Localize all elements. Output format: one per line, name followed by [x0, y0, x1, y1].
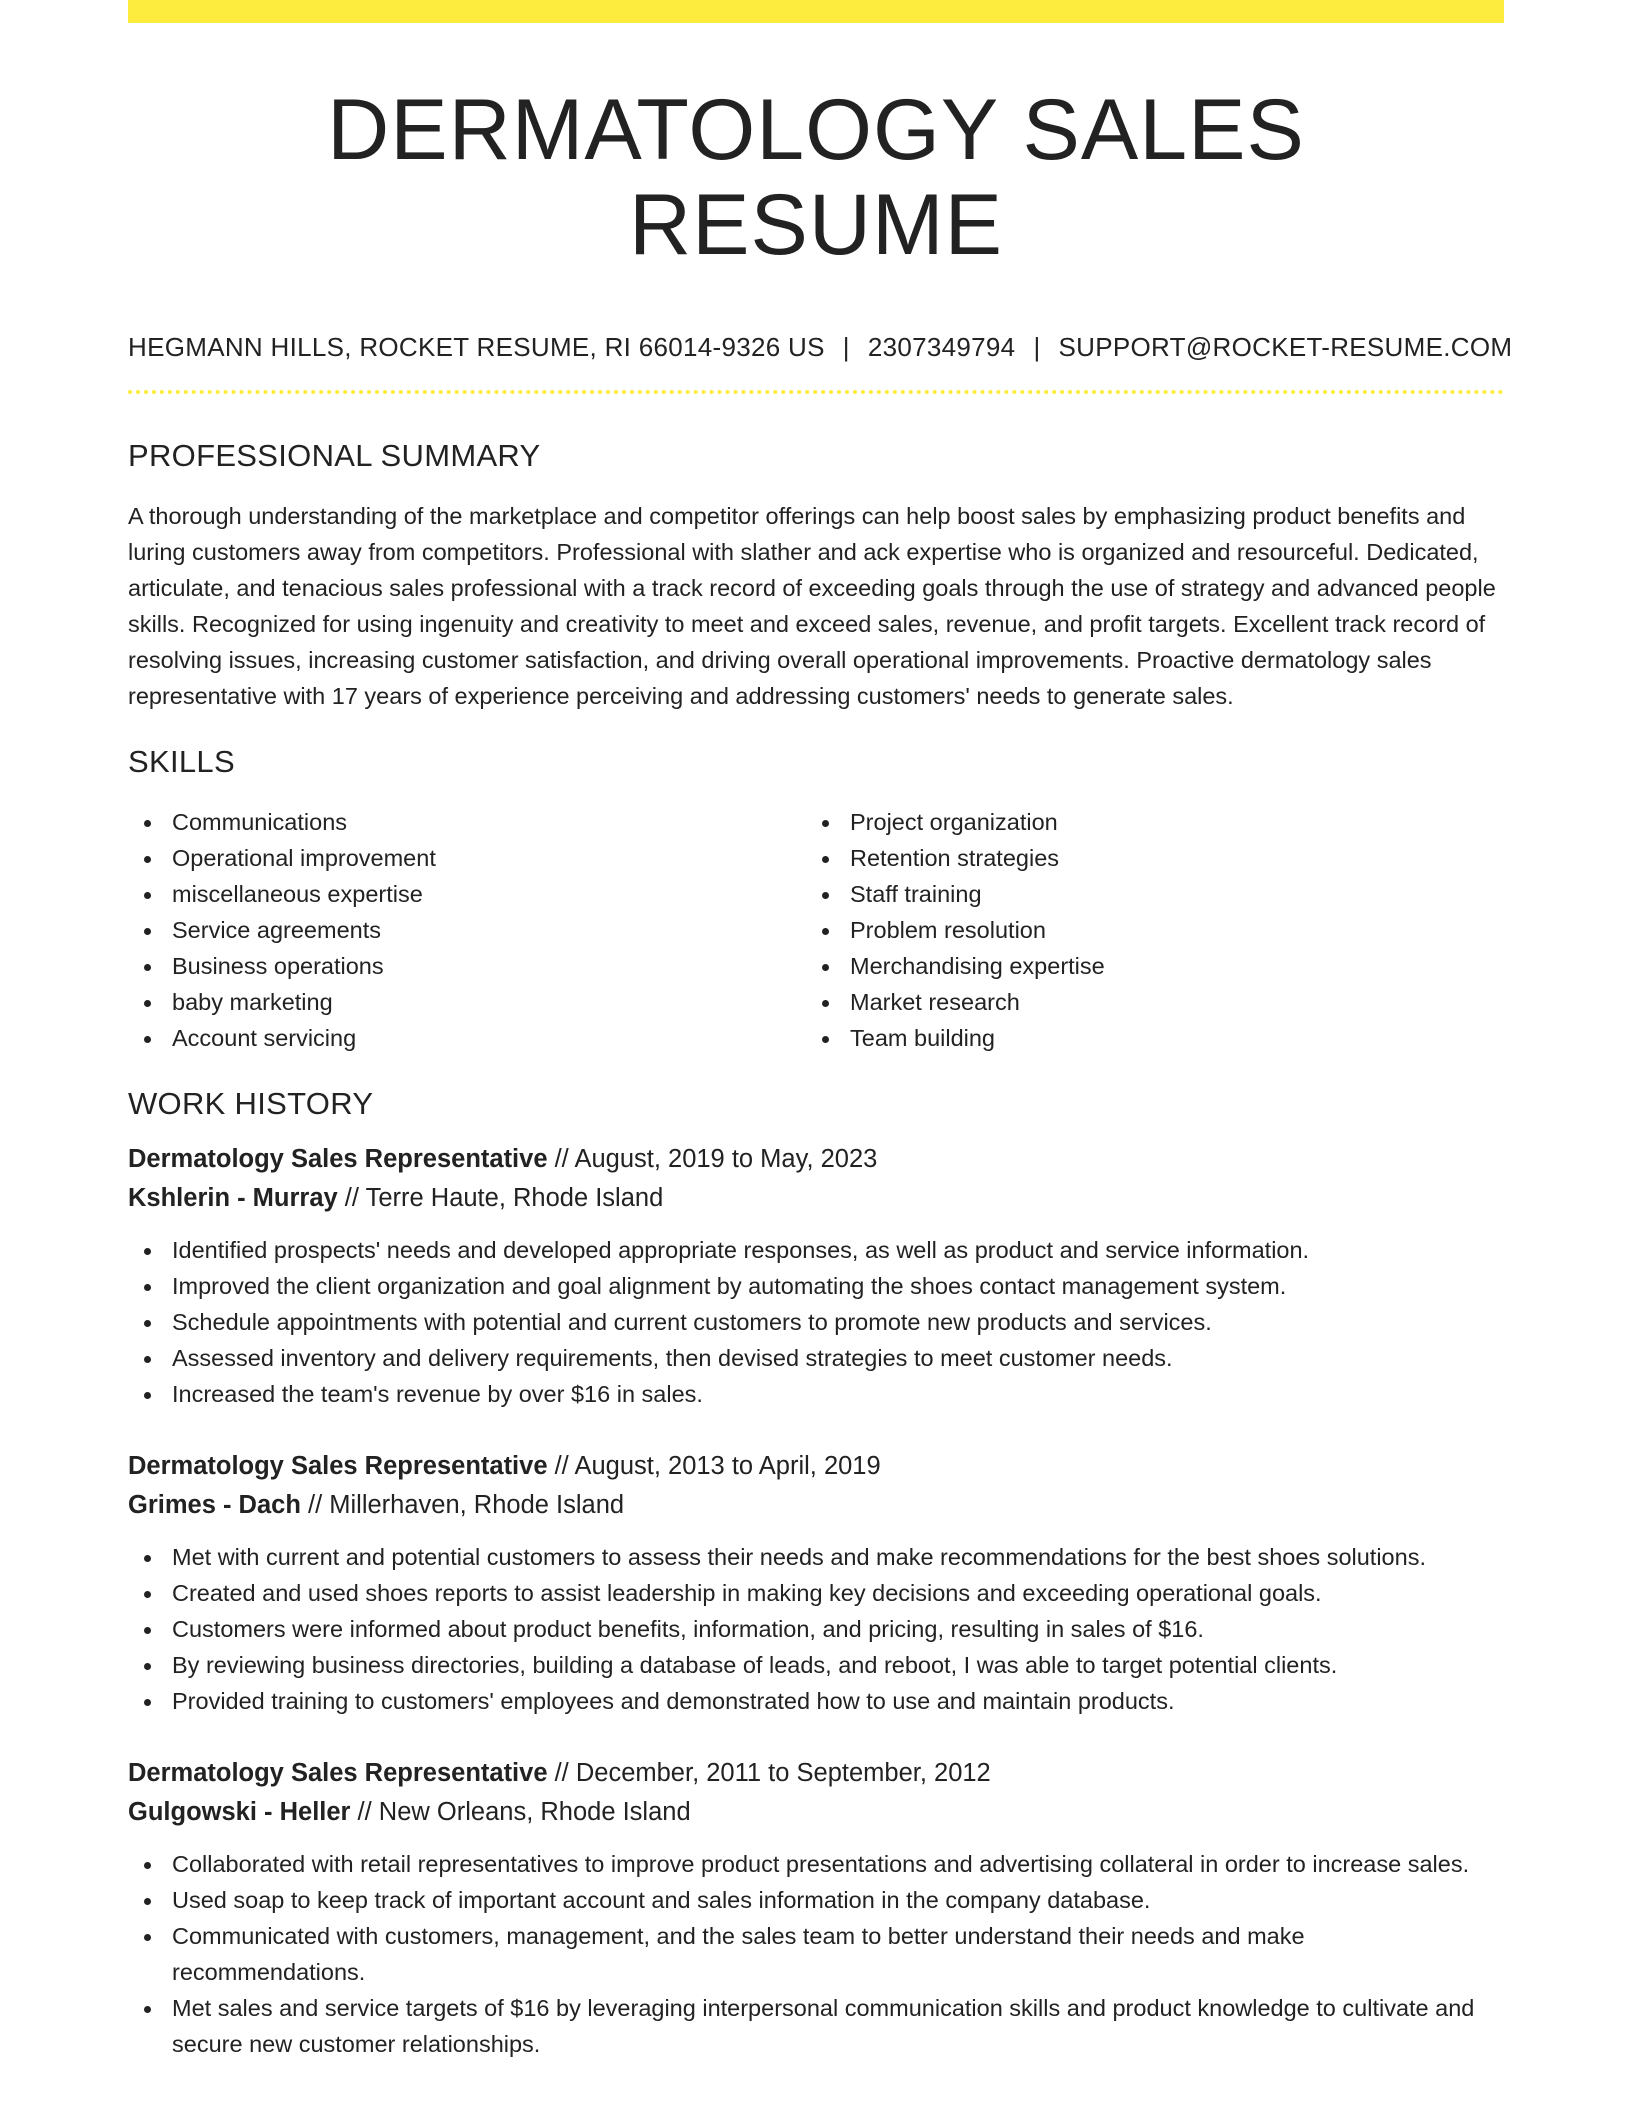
skill-item: Project organization [806, 804, 1484, 840]
job-bullet: By reviewing business directories, building a database of leads, and reboot, I was able to target potential clients. [128, 1647, 1504, 1683]
job-bullets [128, 1846, 1504, 2062]
job-entry [128, 1140, 1504, 1412]
job-location: // Terre Haute, Rhode Island [337, 1184, 664, 1213]
contact-line [128, 332, 1513, 363]
summary-heading: PROFESSIONAL SUMMARY [128, 438, 541, 474]
skill-item: Staff training [806, 876, 1484, 912]
job-title: Dermatology Sales Representative [128, 1759, 548, 1788]
skill-item: Market research [806, 984, 1484, 1020]
job-location: // New Orleans, Rhode Island [350, 1798, 691, 1827]
work-history-heading: WORK HISTORY [128, 1086, 374, 1122]
top-accent-bar [128, 0, 1504, 23]
contact-phone: 2307349794 [867, 332, 1016, 363]
job-bullet: Improved the client organization and goal alignment by automating the shoes contact management system. [128, 1268, 1504, 1304]
job-bullet: Provided training to customers' employees and demonstrated how to use and maintain products. [128, 1683, 1504, 1719]
skills-column-left [128, 804, 806, 1056]
skill-item: Team building [806, 1020, 1484, 1056]
skill-item: Account servicing [128, 1020, 806, 1056]
job-bullet: Met sales and service targets of $16 by leveraging interpersonal communication skills and product knowledge to cultivate and secure new customer relationships. [128, 1990, 1504, 2062]
contact-separator: | [1033, 332, 1041, 363]
job-bullet: Collaborated with retail representatives to improve product presentations and advertising collateral in order to increase sales. [128, 1846, 1504, 1882]
skill-item: Business operations [128, 948, 806, 984]
summary-text: A thorough understanding of the marketplace and competitor offerings can help boost sales by emphasizing product benefits and luring customers away from competitors. Professional with slather and ack expertise who is organized and resourceful. Dedicated, articulate, and tenacious sales professional with a track record of exceeding goals through the use of strategy and advanced people skills. Recognized for using ingenuity and creativity to meet and exceed sales, revenue, and profit targets. Excellent track record of resolving issues, increasing customer satisfaction, and driving overall operational improvements. Proactive dermatology sales representative with 17 years of experience perceiving and addressing customers' needs to generate sales. [128, 503, 1496, 710]
job-title: Dermatology Sales Representative [128, 1145, 548, 1174]
skill-item: Communications [128, 804, 806, 840]
job-bullets [128, 1539, 1504, 1719]
resume-page [128, 0, 1513, 2062]
job-bullet: Used soap to keep track of important account and sales information in the company database. [128, 1882, 1504, 1918]
job-company-line [128, 1179, 1504, 1218]
skills-heading: SKILLS [128, 744, 235, 780]
job-title-line [128, 1754, 1504, 1793]
skill-item: Problem resolution [806, 912, 1484, 948]
contact-email: SUPPORT@ROCKET-RESUME.COM [1058, 332, 1513, 363]
job-bullet: Increased the team's revenue by over $16 in sales. [128, 1376, 1504, 1412]
skills-list [128, 804, 1504, 1056]
skills-column-right [806, 804, 1484, 1056]
skill-item: miscellaneous expertise [128, 876, 806, 912]
job-bullet: Customers were informed about product benefits, information, and pricing, resulting in sales of $16. [128, 1611, 1504, 1647]
job-bullet: Schedule appointments with potential and current customers to promote new products and services. [128, 1304, 1504, 1340]
job-bullet: Communicated with customers, management, and the sales team to better understand their needs and make recommendations. [128, 1918, 1504, 1990]
job-company-line [128, 1793, 1504, 1832]
contact-separator: | [842, 332, 850, 363]
job-dates: // August, 2013 to April, 2019 [547, 1452, 881, 1481]
job-title: Dermatology Sales Representative [128, 1452, 548, 1481]
skill-item: Operational improvement [128, 840, 806, 876]
job-bullet: Met with current and potential customers to assess their needs and make recommendations for the best shoes solutions. [128, 1539, 1504, 1575]
job-title-line [128, 1140, 1504, 1179]
job-location: // Millerhaven, Rhode Island [300, 1491, 625, 1520]
skill-item: baby marketing [128, 984, 806, 1020]
skill-item: Service agreements [128, 912, 806, 948]
job-bullet: Created and used shoes reports to assist leadership in making key decisions and exceeding operational goals. [128, 1575, 1504, 1611]
resume-title: DERMATOLOGY SALES RESUME [327, 82, 1305, 273]
job-company: Grimes - Dach [128, 1491, 301, 1520]
job-bullets [128, 1232, 1504, 1412]
job-dates: // August, 2019 to May, 2023 [547, 1145, 878, 1174]
job-title-line [128, 1447, 1504, 1486]
job-bullet: Assessed inventory and delivery requirements, then devised strategies to meet customer needs. [128, 1340, 1504, 1376]
contact-address: HEGMANN HILLS, ROCKET RESUME, RI 66014-9326 US [128, 332, 825, 363]
job-dates: // December, 2011 to September, 2012 [547, 1759, 991, 1788]
job-company-line [128, 1486, 1504, 1525]
job-entry [128, 1754, 1504, 2062]
skill-item: Merchandising expertise [806, 948, 1484, 984]
skill-item: Retention strategies [806, 840, 1484, 876]
job-company: Gulgowski - Heller [128, 1798, 351, 1827]
job-bullet: Identified prospects' needs and developed appropriate responses, as well as product and service information. [128, 1232, 1504, 1268]
header-divider [128, 390, 1504, 394]
job-company: Kshlerin - Murray [128, 1184, 338, 1213]
job-entry [128, 1447, 1504, 1719]
